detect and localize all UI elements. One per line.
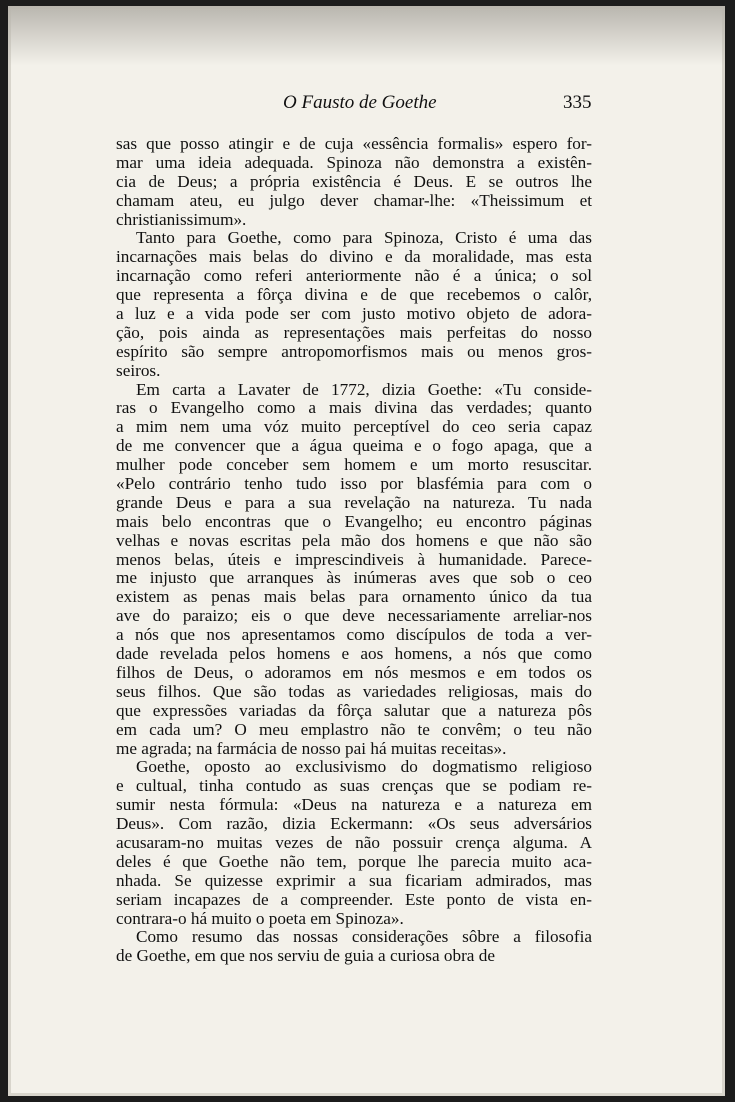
text-line: filhos de Deus, o adoramos em nós mesmos e em todos os: [116, 662, 592, 682]
text-line: contrara-o há muito o poeta em Spinoza».: [116, 908, 404, 928]
text-line: Tanto para Goethe, como para Spinoza, Cristo é uma das: [136, 228, 592, 248]
text-line: dade revelada pelos homens e aos homens, a nós que como: [116, 644, 592, 664]
text-line: mais belo encontras que o Evangelho; eu encontro páginas: [116, 511, 592, 531]
text-line: «Pelo contrário tenho tudo isso por blasfémia para com o: [116, 474, 592, 494]
text-line: de me convencer que a água queima e o fogo apaga, que a: [116, 436, 592, 456]
running-head: [8, 92, 725, 122]
text-line: que representa a fôrça divina e de que recebemos o calôr,: [116, 285, 592, 305]
scan-shadow: [8, 6, 725, 66]
text-line: nhada. Se quizesse exprimir a sua ficariam admirados, mas: [116, 870, 592, 890]
text-line: incarnações mais belas do divino e da moralidade, mas esta: [116, 247, 592, 267]
text-line: de Goethe, em que nos serviu de guia a curiosa obra de: [116, 946, 495, 966]
text-line: Deus». Com razão, dizia Eckermann: «Os seus adversários: [116, 814, 592, 834]
text-line: me agrada; na farmácia de nosso pai há muitas receitas».: [116, 738, 507, 758]
text-line: a nós que nos apresentamos como discípulos de toda a ver-: [116, 625, 592, 645]
text-line: a luz e a vida pode ser com justo motivo objeto de adora-: [116, 304, 592, 324]
text-line: menos belas, úteis e imprescindiveis à humanidade. Parece-: [116, 549, 592, 569]
text-line: que expressões variadas da fôrça salutar que a natureza pôs: [116, 700, 592, 720]
text-line: deles é que Goethe não tem, porque lhe parecia muito aca-: [116, 851, 592, 871]
text-line: Como resumo das nossas considerações sôbre a filosofia: [136, 927, 592, 947]
text-line: espírito são sempre antropomorfismos mais ou menos gros-: [116, 341, 592, 361]
text-line: velhas e novas escritas pela mão dos homens e que não são: [116, 530, 592, 550]
text-line: sas que posso atingir e de cuja «essência formalis» espero for-: [116, 134, 592, 153]
body-text: [116, 135, 592, 966]
text-line: seus filhos. Que são todas as variedades religiosas, mais do: [116, 681, 592, 701]
text-line: ção, pois ainda as representações mais perfeitas do nosso: [116, 322, 592, 342]
text-line: mar uma ideia adequada. Spinoza não demonstra a existên-: [116, 152, 592, 172]
text-line: e cultual, tinha contudo as suas crenças que se podiam re-: [116, 776, 592, 796]
page-number: 335: [563, 92, 592, 113]
header-title: O Fausto de Goethe: [283, 92, 437, 113]
text-line: existem as penas mais belas para ornamento único da tua: [116, 587, 592, 607]
text-line: incarnação como referi anteriormente não é a única; o sol: [116, 266, 592, 286]
text-line: sumir nesta fórmula: «Deus na natureza e a natureza em: [116, 795, 592, 815]
book-page: [8, 6, 725, 1096]
text-line: grande Deus e para a sua revelação na natureza. Tu nada: [116, 492, 592, 512]
text-line: ras o Evangelho como a mais divina das verdades; quanto: [116, 398, 592, 418]
text-line: cia de Deus; a própria existência é Deus. E se outros lhe: [116, 171, 592, 191]
text-line: Em carta a Lavater de 1772, dizia Goethe: «Tu conside-: [136, 379, 592, 399]
text-line: mulher pode conceber sem homem e um morto resuscitar.: [116, 455, 592, 475]
text-line: christianissimum».: [116, 209, 247, 229]
text-line: seiros.: [116, 360, 161, 380]
text-line: a mim nem uma vóz muito perceptível do ceo seria capaz: [116, 417, 592, 437]
text-line: em cada um? O meu emplastro não te convêm; o teu não: [116, 719, 592, 739]
text-line: Goethe, oposto ao exclusivismo do dogmatismo religioso: [136, 757, 592, 777]
text-line: chamam ateu, eu julgo dever chamar-lhe: «Theissimum et: [116, 190, 592, 210]
text-line: me injusto que arranques às inúmeras aves que sob o ceo: [116, 568, 592, 588]
text-line: ave do paraizo; eis o que deve necessariamente arreliar-nos: [116, 606, 592, 626]
text-line: acusaram-no muitas vezes de não possuir crença alguma. A: [116, 832, 592, 852]
text-line: seriam incapazes de a compreender. Este ponto de vista en-: [116, 889, 592, 909]
